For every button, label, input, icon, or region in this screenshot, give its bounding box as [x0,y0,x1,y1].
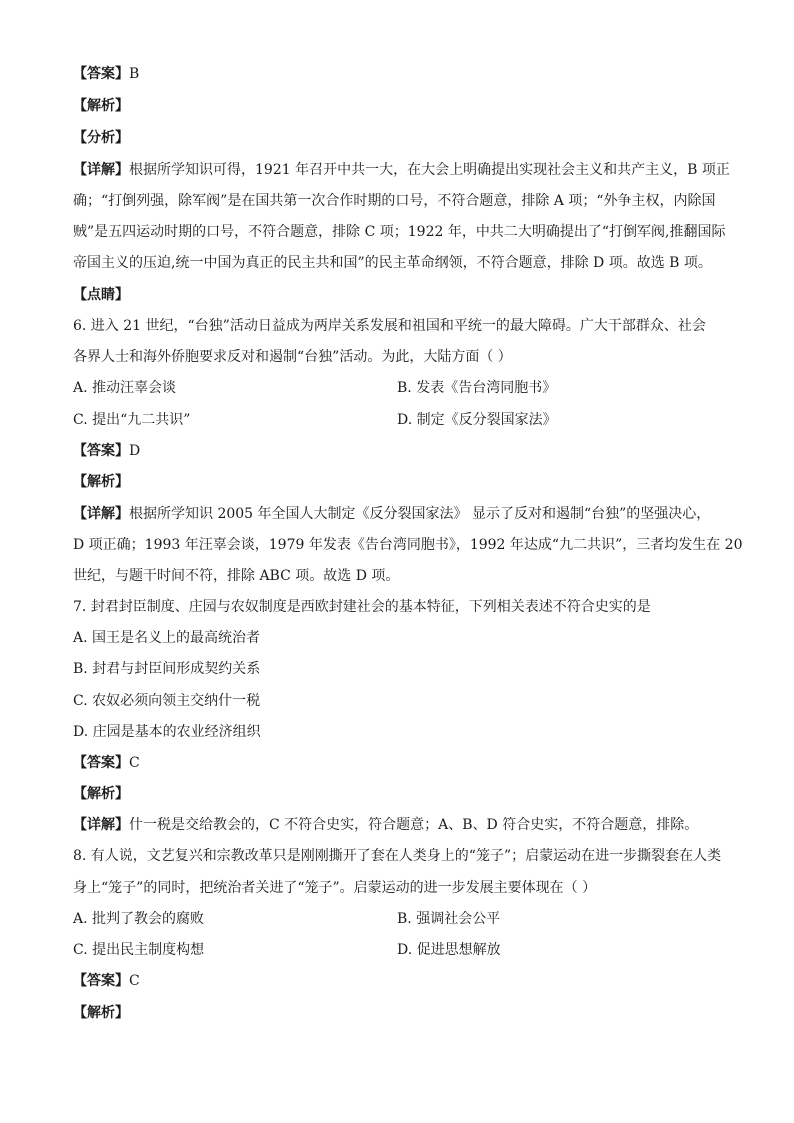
q6-answer [73,441,723,461]
analysis-label: 【解析】 [73,98,129,114]
q8-answer [73,971,723,991]
q7-option-b: B. 封君与封臣间形成契约关系 [73,661,261,677]
q5-detail-line: 【详解】根据所学知识可得，1921 年召开中共一大，在大会上明确提出实现社会主义和共产主义，B 项正 [73,162,730,178]
q8-option-c: C. 提出民主制度构想 [73,942,205,958]
detail-label: 【详解】 [73,162,129,178]
dianjing-label: 【点睛】 [73,287,129,303]
q8-option-b: B. 强调社会公平 [397,911,501,927]
q6-stem-line: 6. 进入 21 世纪，“台独”活动日益成为两岸关系发展和祖国和平统一的最大障碍。广大干部群众、社会 [73,318,706,334]
q6-detail-line: 【详解】根据所学知识 2005 年全国人大制定《反分裂国家法》 显示了反对和遏制“台独”的坚强决心， [73,506,711,522]
analysis-label: 【解析】 [73,474,129,490]
detail-label: 【详解】 [73,817,129,833]
q6-option-a: A. 推动汪辜会谈 [73,380,177,396]
q7-option-c: C. 农奴必须向领主交纳什一税 [73,693,261,709]
q6-detail-line: 世纪，与题干时间不符，排除 ABC 项。故选 D 项。 [73,568,400,584]
answer-label: 【答案】 [73,66,129,82]
q6-option-c: C. 提出“九二共识” [73,412,191,428]
answer-value: B [129,66,140,82]
q5-detail-line: 帝国主义的压迫,统一中国为真正的民主共和国”的民主革命纲领，不符合题意，排除 D 项。故选 B 项。 [73,255,712,271]
q7-detail: 【详解】什一税是交给教会的，C 不符合史实，符合题意；A、B、D 符合史实，不符合题意，排除。 [73,817,699,833]
q5-answer [73,64,723,84]
answer-value: D [129,443,141,459]
q6-option-b: B. 发表《告台湾同胞书》 [397,380,557,396]
q8-stem-line: 身上“笼子”的同时，把统治者关进了“笼子”。启蒙运动的进一步发展主要体现在（ ） [73,880,597,896]
q6-stem-line: 各界人士和海外侨胞要求反对和遏制“台独”活动。为此，大陆方面（ ） [73,349,512,365]
q6-detail-line: D 项正确；1993 年汪辜会谈，1979 年发表《告台湾同胞书》，1992 年达成“九二共识”，三者均发生在 20 [73,537,743,553]
q7-option-d: D. 庄园是基本的农业经济组织 [73,724,261,740]
answer-value: C [129,755,140,771]
answer-label: 【答案】 [73,443,129,459]
q5-detail-line: 贼”是五四运动时期的口号，不符合题意，排除 C 项；1922 年，中共二大明确提出了“打倒军阀,推翻国际 [73,224,726,240]
detail-label: 【详解】 [73,506,129,522]
q8-stem-line: 8. 有人说，文艺复兴和宗教改革只是刚刚撕开了套在人类身上的“笼子”；启蒙运动在进一步撕裂套在人类 [73,848,722,864]
q7-stem: 7. 封君封臣制度、庄园与农奴制度是西欧封建社会的基本特征，下列相关表述不符合史实的是 [73,599,651,615]
q6-option-d: D. 制定《反分裂国家法》 [397,412,557,428]
fenxi-label: 【分析】 [73,130,129,146]
answer-label: 【答案】 [73,973,129,989]
analysis-label: 【解析】 [73,786,129,802]
answer-value: C [129,973,140,989]
q8-option-a: A. 批判了教会的腐败 [73,911,205,927]
q7-option-a: A. 国王是名义上的最高统治者 [73,630,261,646]
analysis-label: 【解析】 [73,1005,129,1021]
q5-detail-line: 确；“打倒列强，除军阀”是在国共第一次合作时期的口号，不符合题意，排除 A 项；“外争主权，内除国 [73,193,716,209]
answer-label: 【答案】 [73,755,129,771]
q8-option-d: D. 促进思想解放 [397,942,501,958]
q7-answer [73,753,723,773]
